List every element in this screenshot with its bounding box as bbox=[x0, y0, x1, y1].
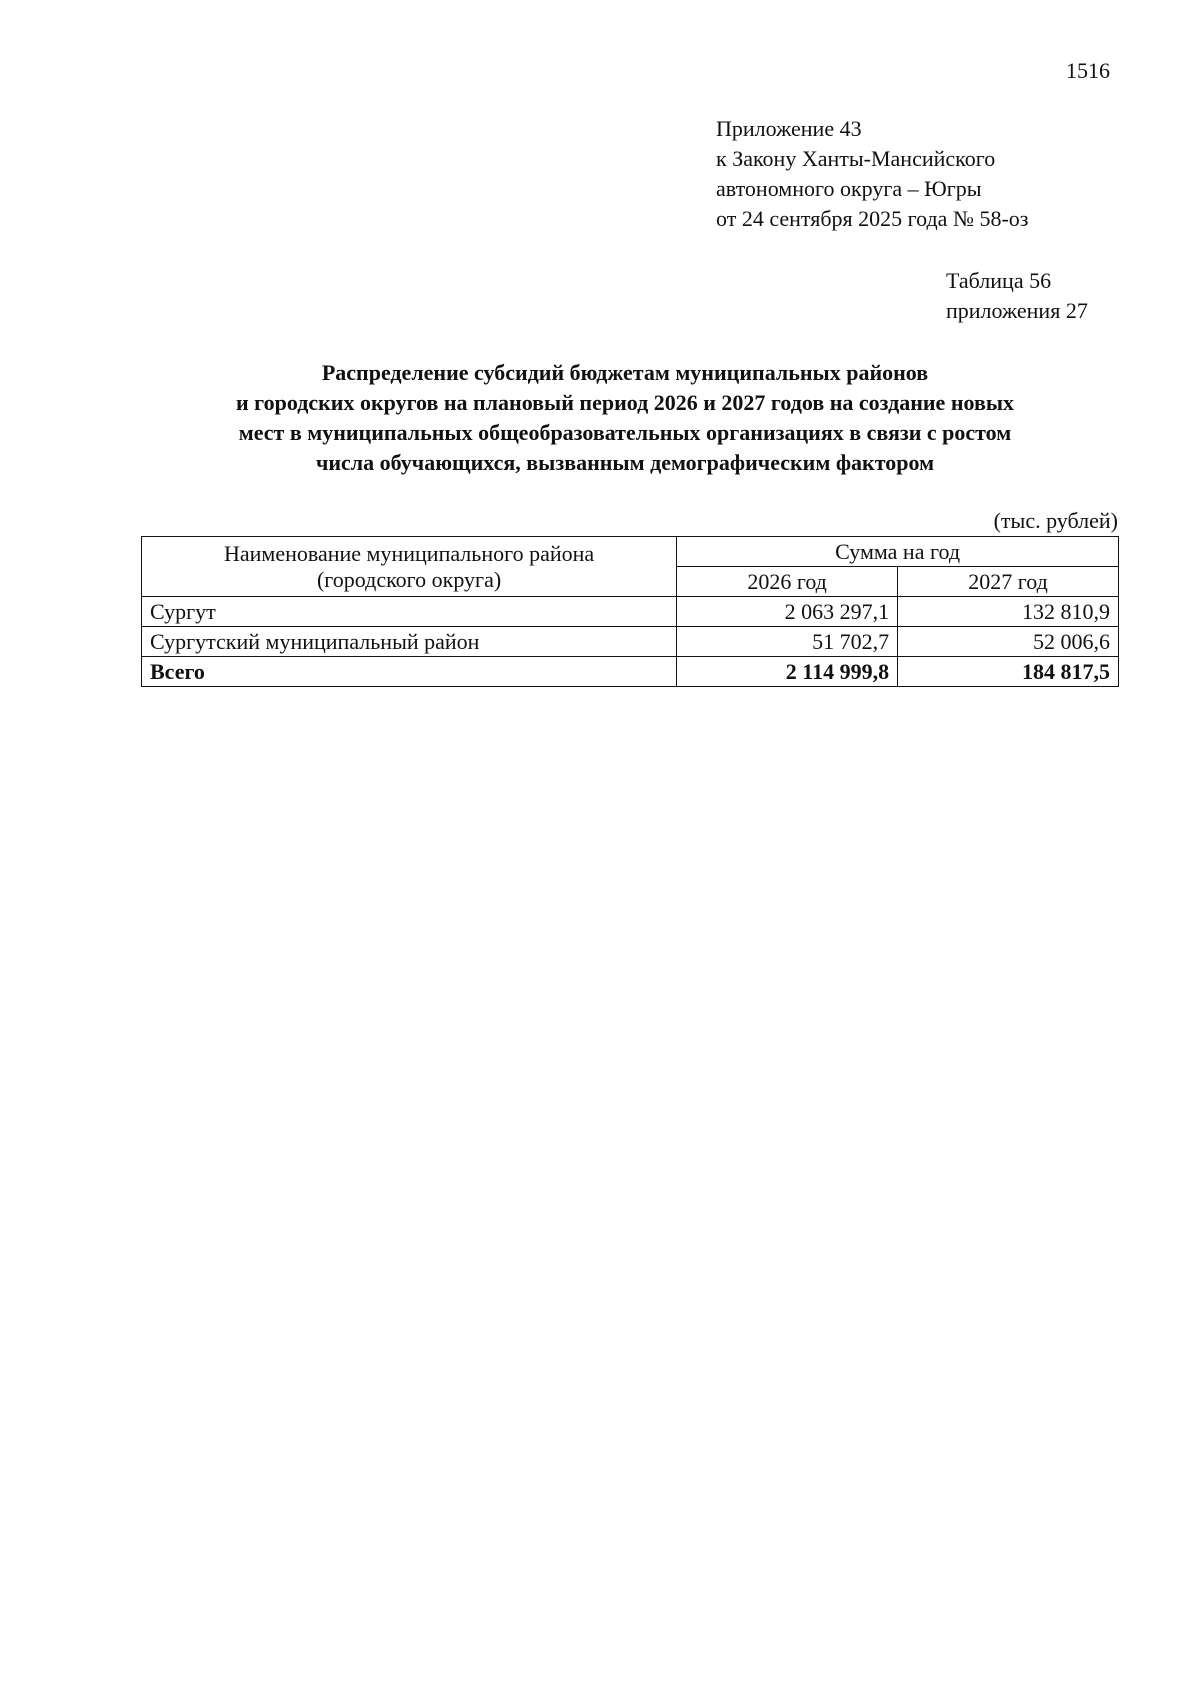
row-value-2027: 132 810,9 bbox=[898, 597, 1119, 627]
table-ref-line: приложения 27 bbox=[946, 298, 1088, 323]
title-line: Распределение субсидий бюджетам муниципальных районов bbox=[321, 360, 929, 385]
title-line: и городских округов на плановый период 2026 и 2027 годов на создание новых bbox=[235, 390, 1015, 415]
title-line: мест в муниципальных общеобразовательных организациях в связи с ростом bbox=[238, 420, 1012, 445]
appendix-line: от 24 сентября 2025 года № 58-оз bbox=[716, 206, 1029, 231]
total-value-2026: 2 114 999,8 bbox=[677, 657, 898, 687]
row-value-2026: 51 702,7 bbox=[677, 627, 898, 657]
table-reference bbox=[946, 266, 1088, 326]
header-municipality-name bbox=[142, 537, 677, 597]
header-year-2027: 2027 год bbox=[898, 567, 1119, 597]
table-total-row bbox=[142, 657, 1119, 687]
row-name: Сургут bbox=[142, 597, 677, 627]
appendix-line: к Закону Ханты-Мансийского bbox=[716, 146, 996, 171]
appendix-reference bbox=[716, 114, 1028, 234]
table-row bbox=[142, 627, 1119, 657]
appendix-line: Приложение 43 bbox=[716, 116, 862, 141]
row-name: Сургутский муниципальный район bbox=[142, 627, 677, 657]
table-ref-line: Таблица 56 bbox=[946, 268, 1052, 293]
total-value-2027: 184 817,5 bbox=[898, 657, 1119, 687]
page-number: 1516 bbox=[1066, 58, 1110, 83]
header-year-2026: 2026 год bbox=[677, 567, 898, 597]
header-name-line2: (городского округа) bbox=[316, 566, 502, 592]
row-value-2027: 52 006,6 bbox=[898, 627, 1119, 657]
table-row bbox=[142, 597, 1119, 627]
header-name-line1: Наименование муниципального района bbox=[224, 540, 595, 566]
appendix-line: автономного округа – Югры bbox=[716, 176, 982, 201]
row-value-2026: 2 063 297,1 bbox=[677, 597, 898, 627]
table-header-row bbox=[142, 537, 1119, 567]
header-sum-per-year: Сумма на год bbox=[677, 537, 1119, 567]
document-title bbox=[130, 358, 1120, 478]
subsidy-table bbox=[141, 536, 1119, 687]
total-label: Всего bbox=[142, 657, 677, 687]
units-label: (тыс. рублей) bbox=[993, 508, 1118, 533]
title-line: числа обучающихся, вызванным демографическим фактором bbox=[315, 450, 935, 475]
